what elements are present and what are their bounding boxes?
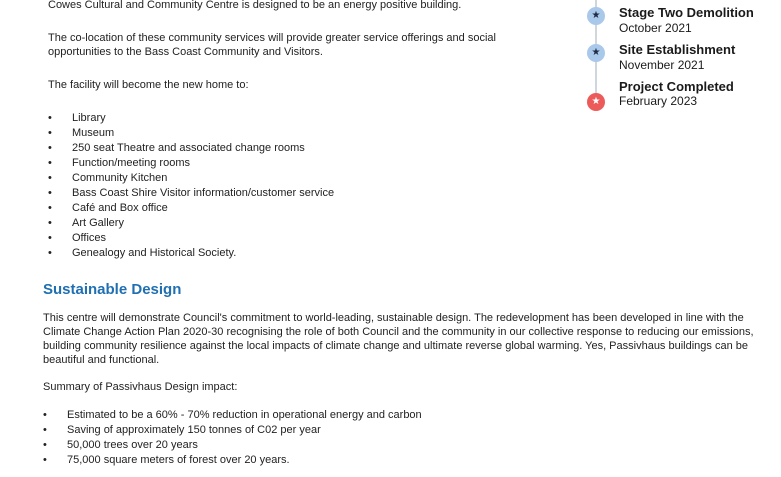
list-item-label: Community Kitchen bbox=[72, 172, 168, 184]
star-icon: ★ bbox=[587, 93, 605, 111]
timeline-title: Stage Two Demolition bbox=[619, 5, 754, 20]
list-item-label: Art Gallery bbox=[72, 217, 124, 229]
timeline-date: February 2023 bbox=[619, 94, 698, 108]
bullet-icon: • bbox=[48, 172, 52, 184]
timeline-date: October 2021 bbox=[619, 21, 692, 35]
sustainable-paragraph: This centre will demonstrate Council's commitment to world-leading, sustainable design. The redevelopment has been developed in line with the Climate Change Action Plan 2020-30 recognising the role of both Council and the community in our collective response to reducing our emissions, building community resilience against the local impacts of climate change and ultimate reverse global warming. Yes, Passivhaus buildings can be beautiful and functional. bbox=[43, 312, 754, 366]
bullet-icon: • bbox=[48, 232, 52, 244]
list-item-label: Library bbox=[72, 112, 106, 124]
bullet-icon: • bbox=[43, 409, 47, 421]
intro-text: Cowes Cultural and Community Centre is designed to be an energy positive building. bbox=[48, 0, 462, 11]
star-icon: ★ bbox=[587, 7, 605, 25]
timeline-date: November 2021 bbox=[619, 58, 705, 72]
colocation-text: The co-location of these community services will provide greater service offerings and social opportunities to the Bass Coast Community and Visitors. bbox=[48, 32, 496, 58]
bullet-icon: • bbox=[43, 424, 47, 436]
list-item-label: Saving of approximately 150 tonnes of C02 per year bbox=[67, 424, 321, 436]
summary-intro: Summary of Passivhaus Design impact: bbox=[43, 381, 238, 393]
bullet-icon: • bbox=[48, 157, 52, 169]
project-timeline bbox=[586, 0, 781, 120]
star-icon: ★ bbox=[587, 44, 605, 62]
list-item-label: Bass Coast Shire Visitor information/customer service bbox=[72, 187, 335, 199]
bullet-icon: • bbox=[48, 142, 52, 154]
section-title: Sustainable Design bbox=[43, 281, 182, 298]
list-item-label: Genealogy and Historical Society. bbox=[72, 247, 237, 259]
bullet-icon: • bbox=[48, 247, 52, 259]
list-item-label: 50,000 trees over 20 years bbox=[67, 439, 198, 451]
timeline-title: Project Completed bbox=[619, 79, 734, 94]
bullet-icon: • bbox=[48, 112, 52, 124]
bullet-icon: • bbox=[48, 202, 52, 214]
bullet-icon: • bbox=[48, 217, 52, 229]
bullet-icon: • bbox=[48, 127, 52, 139]
home-intro-text: The facility will become the new home to: bbox=[48, 79, 249, 91]
list-item-label: Offices bbox=[72, 232, 107, 244]
list-item-label: Café and Box office bbox=[72, 202, 168, 214]
list-item-label: 75,000 square meters of forest over 20 years. bbox=[67, 454, 290, 466]
timeline-title: Site Establishment bbox=[619, 42, 736, 57]
bullet-icon: • bbox=[48, 187, 52, 199]
list-item-label: Museum bbox=[72, 127, 115, 139]
bullet-icon: • bbox=[43, 454, 47, 466]
list-item-label: 250 seat Theatre and associated change rooms bbox=[72, 142, 305, 154]
list-item-label: Function/meeting rooms bbox=[72, 157, 190, 169]
list-item-label: Estimated to be a 60% - 70% reduction in operational energy and carbon bbox=[67, 409, 422, 421]
bullet-icon: • bbox=[43, 439, 47, 451]
